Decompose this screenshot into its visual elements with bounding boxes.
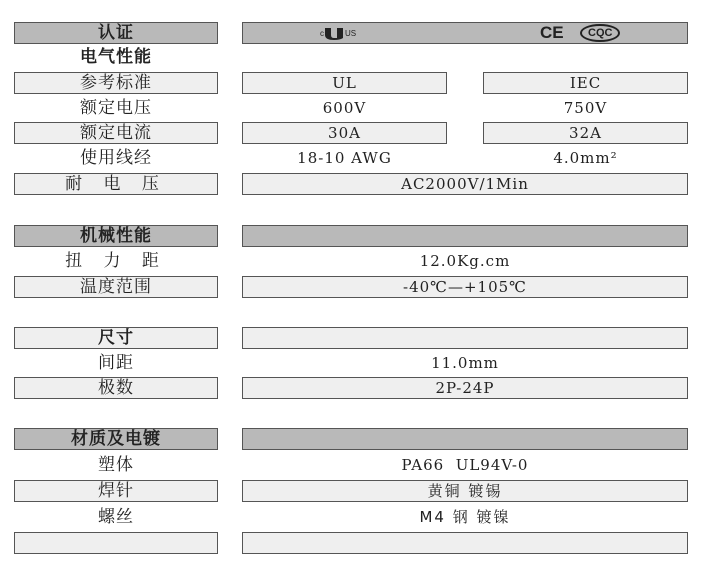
- header-box: [242, 327, 688, 349]
- voltage-iec: 750V: [563, 99, 608, 117]
- ul-mark-icon: [324, 26, 344, 40]
- cert-label: 认证: [98, 23, 134, 43]
- pitch-value: 11.0mm: [431, 354, 499, 372]
- ul-logo: c US: [320, 22, 356, 44]
- wire-ul: 18-10 AWG: [297, 149, 392, 167]
- cert-value-box: [242, 22, 688, 44]
- torque-value: 12.0Kg.cm: [419, 252, 511, 270]
- row-label-screw: 螺丝: [98, 507, 134, 527]
- withstand-value: AC2000V/1Min: [401, 175, 529, 193]
- row-label-temperature: 温度范围: [80, 277, 152, 297]
- dimensions-heading: 尺寸: [98, 328, 134, 348]
- current-ul: 30A: [328, 124, 361, 142]
- pin-value: 黄铜 镀锡: [427, 482, 503, 500]
- row-label-wire: 使用线经: [80, 148, 152, 168]
- empty-value: [242, 532, 688, 554]
- cqc-mark-icon: CQC: [580, 22, 620, 44]
- temperature-value: -40℃—+105℃: [403, 278, 527, 296]
- row-label-empty: [14, 532, 218, 554]
- electrical-heading: 电气性能: [80, 47, 152, 67]
- row-label-voltage: 额定电压: [80, 98, 152, 118]
- mechanical-heading: 机械性能: [80, 226, 152, 246]
- row-label-withstand: 耐 电 压: [65, 174, 167, 194]
- poles-value: 2P-24P: [435, 379, 495, 397]
- voltage-ul: 600V: [322, 99, 367, 117]
- materials-heading: 材质及电镀: [71, 429, 161, 449]
- current-iec: 32A: [569, 124, 602, 142]
- row-label-pitch: 间距: [98, 353, 134, 373]
- row-label-current: 额定电流: [80, 123, 152, 143]
- standard-iec: IEC: [569, 74, 602, 92]
- row-label-poles: 极数: [98, 378, 134, 398]
- header-box: [242, 225, 688, 247]
- header-box: [242, 428, 688, 450]
- standard-ul: UL: [332, 74, 357, 92]
- row-label-body: 塑体: [98, 455, 134, 475]
- screw-value: M4 钢 镀镍: [419, 508, 511, 526]
- ce-mark-icon: CE: [540, 23, 564, 42]
- wire-iec: 4.0mm²: [553, 149, 618, 167]
- row-label-pin: 焊针: [98, 481, 134, 501]
- row-label-standard: 参考标准: [80, 73, 152, 93]
- body-value: PA66 UL94V-0: [401, 456, 529, 474]
- row-label-torque: 扭 力 距: [65, 251, 167, 271]
